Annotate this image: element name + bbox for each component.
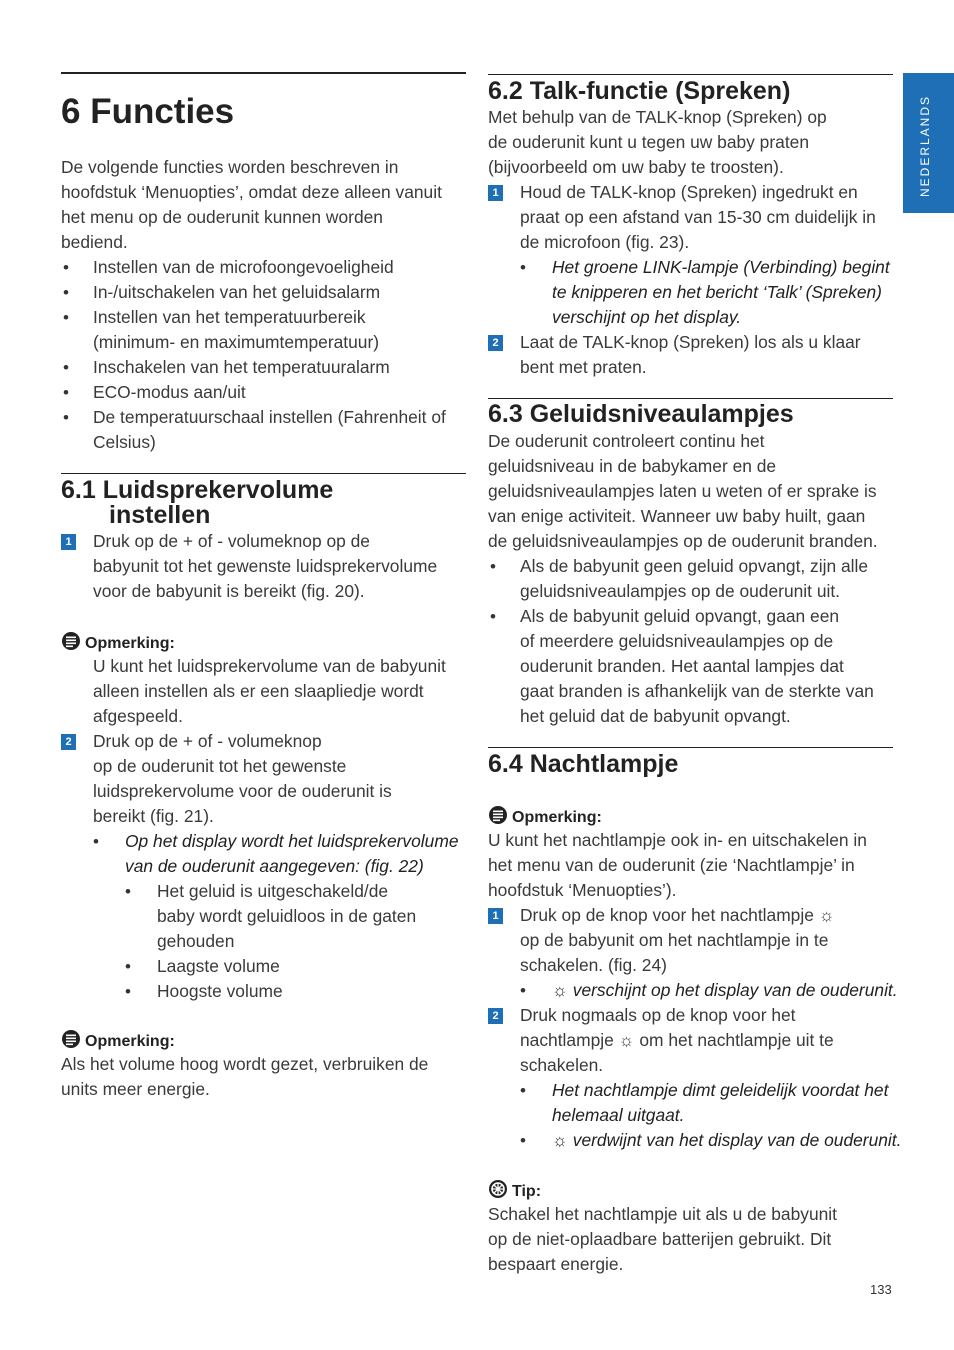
s61-step1-line: voor de babyunit is bereikt (fig. 20). bbox=[93, 581, 365, 601]
s64-step1-line-number: 1 bbox=[488, 908, 503, 924]
s61-note2-line: units meer energie. bbox=[61, 1079, 210, 1099]
s61-sub-line: gehouden bbox=[157, 931, 235, 951]
s62-result-line: Het groene LINK-lampje (Verbinding) begint bbox=[552, 257, 890, 277]
s61-sub-line-bullet: • bbox=[125, 882, 131, 901]
s63-bullet-line: geluidsniveaulampjes op de ouderunit uit. bbox=[520, 581, 841, 601]
s64-note-line: hoofdstuk ‘Menuopties’). bbox=[488, 880, 677, 900]
s61-note1-line: alleen instellen als er een slaapliedje wordt bbox=[93, 681, 424, 701]
s61-title: 6.1 Luidsprekervolume bbox=[61, 476, 334, 504]
s63-intro-line: van enige activiteit. Wanneer uw baby huilt, gaan bbox=[488, 506, 866, 526]
s62-result-line: te knipperen en het bericht ‘Talk’ (Spreken) bbox=[552, 282, 882, 302]
s63-intro-line: geluidsniveau in de babykamer en de bbox=[488, 456, 777, 476]
s62-intro-line: Met behulp van de TALK-knop (Spreken) op bbox=[488, 107, 827, 127]
chapter-bullet-line: (minimum- en maximumtemperatuur) bbox=[93, 332, 380, 352]
s64-tip-label-text: Tip: bbox=[512, 1183, 542, 1201]
s62-intro-line: (bijvoorbeeld om uw baby te troosten). bbox=[488, 157, 784, 177]
s64-note-line: het menu van de ouderunit (zie ‘Nachtlampje’ in bbox=[488, 855, 855, 875]
chapter-bullet-line-bullet: • bbox=[63, 408, 69, 427]
s63-intro-line: geluidsniveaulampjes laten u weten of er sprake is bbox=[488, 481, 877, 501]
chapter-bullet-line-bullet: • bbox=[63, 258, 69, 277]
language-tab-label: NEDERLANDS bbox=[918, 94, 932, 197]
s64-title: 6.4 Nachtlampje bbox=[488, 750, 679, 778]
s63-intro-line: De ouderunit controleert continu het bbox=[488, 431, 765, 451]
s61-sub-line: baby wordt geluidloos in de gaten bbox=[157, 906, 417, 926]
s62-step1-line: praat op een afstand van 15-30 cm duidelijk in bbox=[520, 207, 876, 227]
s62-step2-line: Laat de TALK-knop (Spreken) los als u klaar bbox=[520, 332, 861, 352]
chapter-bullet-line: Celsius) bbox=[93, 432, 156, 452]
s61-rule bbox=[61, 473, 466, 474]
s63-bullet-line: het geluid dat de babyunit opvangt. bbox=[520, 706, 791, 726]
s61-step1-line: babyunit tot het gewenste luidsprekervolume bbox=[93, 556, 438, 576]
s61-note-label-text: Opmerking: bbox=[85, 635, 175, 653]
s63-bullet-line: of meerdere geluidsniveaulampjes op de bbox=[520, 631, 834, 651]
s61-step2-line: luidsprekervolume voor de ouderunit is bbox=[93, 781, 392, 801]
s61-sub-line: Hoogste volume bbox=[157, 981, 283, 1001]
s61-result-line-bullet: • bbox=[93, 832, 99, 851]
s63-bullet-line: Als de babyunit geluid opvangt, gaan een bbox=[520, 606, 840, 626]
s64-result3-line-bullet: • bbox=[520, 1131, 526, 1150]
s64-tip-line: op de niet-oplaadbare batterijen gebruikt. Dit bbox=[488, 1229, 832, 1249]
s64-step2-line-number: 2 bbox=[488, 1008, 503, 1024]
page-number: 133 bbox=[870, 1282, 892, 1297]
s64-step1-line: schakelen. (fig. 24) bbox=[520, 955, 667, 975]
s64-step2-line: Druk nogmaals op de knop voor het bbox=[520, 1005, 796, 1025]
chapter-rule bbox=[61, 72, 466, 74]
s61-step2-line: bereikt (fig. 21). bbox=[93, 806, 214, 826]
chapter-intro-line: hoofdstuk ‘Menuopties’, omdat deze alleen vanuit bbox=[61, 182, 442, 202]
s62-step2-line-number: 2 bbox=[488, 335, 503, 351]
chapter-bullet-line: Instellen van het temperatuurbereik bbox=[93, 307, 366, 327]
s62-step1-line-number: 1 bbox=[488, 185, 503, 201]
chapter-bullet-line-bullet: • bbox=[63, 308, 69, 327]
chapter-bullet-line-bullet: • bbox=[63, 283, 69, 302]
s61-step2-line: Druk op de + of - volumeknop bbox=[93, 731, 322, 751]
s64-result1-line-bullet: • bbox=[520, 981, 526, 1000]
s64-note-label-text: Opmerking: bbox=[512, 809, 602, 827]
s61-sub-line-bullet: • bbox=[125, 982, 131, 1001]
s64-note-line: U kunt het nachtlampje ook in- en uitschakelen in bbox=[488, 830, 867, 850]
chapter-bullet-line: Instellen van de microfoongevoeligheid bbox=[93, 257, 394, 277]
s64-step1-line: op de babyunit om het nachtlampje in te bbox=[520, 930, 829, 950]
chapter-intro-line: het menu op de ouderunit kunnen worden bbox=[61, 207, 383, 227]
s63-title: 6.3 Geluidsniveaulampjes bbox=[488, 400, 794, 428]
s62-step2-line: bent met praten. bbox=[520, 357, 647, 377]
s61-result-line: Op het display wordt het luidsprekervolume bbox=[125, 831, 459, 851]
s63-bullet-line-bullet: • bbox=[490, 607, 496, 626]
s63-bullet-line: gaat branden is afhankelijk van de sterkte van bbox=[520, 681, 874, 701]
s61-note1-line: afgespeeld. bbox=[93, 706, 183, 726]
s61-note2-label-text: Opmerking: bbox=[85, 1033, 175, 1051]
chapter-bullet-line: In-/uitschakelen van het geluidsalarm bbox=[93, 282, 381, 302]
s63-intro-line: de geluidsniveaulampjes op de ouderunit branden. bbox=[488, 531, 878, 551]
s61-note2-line: Als het volume hoog wordt gezet, verbruiken de bbox=[61, 1054, 429, 1074]
s64-result2-line: helemaal uitgaat. bbox=[552, 1105, 685, 1125]
s64-result3-line: ☼ verdwijnt van het display van de ouderunit. bbox=[552, 1130, 902, 1150]
s62-step1-line: de microfoon (fig. 23). bbox=[520, 232, 690, 252]
s64-rule bbox=[488, 747, 893, 748]
s61-step1-line: Druk op de + of - volumeknop op de bbox=[93, 531, 370, 551]
s62-result-line: verschijnt op het display. bbox=[552, 307, 742, 327]
s64-step2-line: nachtlampje ☼ om het nachtlampje uit te bbox=[520, 1030, 834, 1050]
s61-sub-line-bullet: • bbox=[125, 957, 131, 976]
s63-bullet-line-bullet: • bbox=[490, 557, 496, 576]
s64-result2-line-bullet: • bbox=[520, 1081, 526, 1100]
s61-title-2: instellen bbox=[109, 501, 211, 529]
chapter-intro-line: bediend. bbox=[61, 232, 128, 252]
chapter-bullet-line-bullet: • bbox=[63, 383, 69, 402]
s61-step2-line-number: 2 bbox=[61, 734, 76, 750]
s63-rule bbox=[488, 398, 893, 399]
s64-result2-line: Het nachtlampje dimt geleidelijk voordat het bbox=[552, 1080, 889, 1100]
s62-rule bbox=[488, 74, 893, 75]
s63-bullet-line: ouderunit branden. Het aantal lampjes dat bbox=[520, 656, 844, 676]
s61-step1-line-number: 1 bbox=[61, 534, 76, 550]
s61-sub-line: Laagste volume bbox=[157, 956, 280, 976]
s64-tip-line: Schakel het nachtlampje uit als u de babyunit bbox=[488, 1204, 838, 1224]
chapter-bullet-line: Inschakelen van het temperatuuralarm bbox=[93, 357, 390, 377]
s62-step1-line: Houd de TALK-knop (Spreken) ingedrukt en bbox=[520, 182, 858, 202]
s61-note1-line: U kunt het luidsprekervolume van de babyunit bbox=[93, 656, 446, 676]
note-icon bbox=[61, 631, 81, 657]
s62-title: 6.2 Talk-functie (Spreken) bbox=[488, 77, 791, 105]
chapter-title: 6 Functies bbox=[61, 92, 235, 131]
s64-step1-line: Druk op de knop voor het nachtlampje ☼ bbox=[520, 905, 835, 925]
s64-step2-line: schakelen. bbox=[520, 1055, 604, 1075]
s64-tip-line: bespaart energie. bbox=[488, 1254, 624, 1274]
s61-sub-line: Het geluid is uitgeschakeld/de bbox=[157, 881, 389, 901]
chapter-bullet-line: De temperatuurschaal instellen (Fahrenheit of bbox=[93, 407, 446, 427]
chapter-intro-line: De volgende functies worden beschreven in bbox=[61, 157, 399, 177]
s62-result-line-bullet: • bbox=[520, 258, 526, 277]
s61-step2-line: op de ouderunit tot het gewenste bbox=[93, 756, 347, 776]
s62-intro-line: de ouderunit kunt u tegen uw baby praten bbox=[488, 132, 809, 152]
s63-bullet-line: Als de babyunit geen geluid opvangt, zijn alle bbox=[520, 556, 869, 576]
chapter-bullet-line: ECO-modus aan/uit bbox=[93, 382, 246, 402]
s61-result-line: van de ouderunit aangegeven: (fig. 22) bbox=[125, 856, 424, 876]
chapter-bullet-line-bullet: • bbox=[63, 358, 69, 377]
s64-result1-line: ☼ verschijnt op het display van de ouderunit. bbox=[552, 980, 898, 1000]
